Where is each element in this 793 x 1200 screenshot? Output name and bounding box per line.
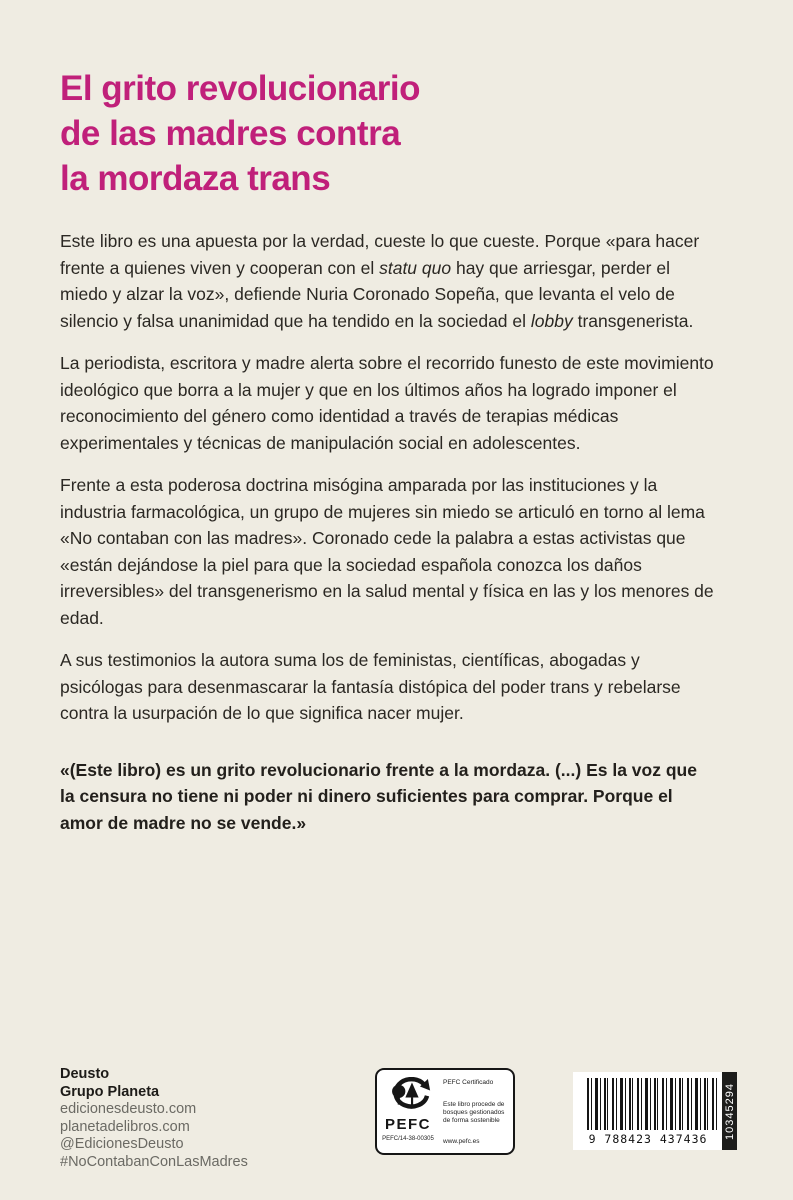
review-quote: «(Este libro) es un grito revolucionario frente a la mordaza. (...) Es la voz que la censura no tiene ni poder ni dinero suficientes para comprar. Porque el amor de madre no se vende.» bbox=[60, 759, 697, 833]
page-title bbox=[60, 66, 740, 201]
publisher-website-1: edicionesdeusto.com bbox=[60, 1101, 197, 1117]
italic-statu-quo: statu quo bbox=[379, 257, 452, 278]
publisher-imprint: Deusto bbox=[60, 1066, 110, 1082]
pefc-trees-icon bbox=[385, 1077, 431, 1116]
isbn-barcode bbox=[573, 1072, 737, 1150]
internal-code: 10345294 bbox=[723, 1082, 736, 1140]
pefc-license-code: PEFC/14-38-00305 bbox=[382, 1136, 434, 1142]
pefc-description: Este libro procede de bosques gestionados de forma sostenible bbox=[443, 1100, 505, 1124]
title-line-1: El grito revolucionario bbox=[60, 69, 420, 108]
publisher-hashtag: #NoContabanConLasMadres bbox=[60, 1153, 248, 1170]
isbn-number: 9 788423 437436 bbox=[588, 1132, 708, 1146]
publisher-social-handle: @EdicionesDeusto bbox=[60, 1136, 184, 1152]
paragraph-1-text: transgenerista. bbox=[572, 310, 694, 331]
synopsis-text bbox=[60, 228, 715, 852]
title-line-2: de las madres contra bbox=[60, 114, 401, 153]
paragraph-1-text: Este libro es una apuesta por la verdad, cueste lo que cueste. Porque «para hacer frente a quienes viven y cooperan con el bbox=[60, 231, 700, 278]
title-line-3: la mordaza trans bbox=[60, 159, 331, 198]
paragraph-3: Frente a esta poderosa doctrina misógina amparada por las instituciones y la industria farmacológica, un grupo de mujeres sin miedo se articuló en torno al lema «No contaban con las madres». Coronado cede la palabra a estas activistas que «están dejándose la piel para que la sociedad española conozca los daños irreversibles» del transgenerismo en la salud mental y física en las y los menores de edad. bbox=[60, 475, 714, 628]
paragraph-4: A sus testimonios la autora suma los de feministas, científicas, abogadas y psicólogas para desenmascarar la fantasía distópica del poder trans y rebelarse contra la usurpación de lo que significa nacer mujer. bbox=[60, 650, 681, 723]
paragraph-2: La periodista, escritora y madre alerta sobre el recorrido funesto de este movimiento ideológico que borra a la mujer y que en los últimos años ha logrado imponer el reconocimiento del género como identidad a través de terapias médicas experimentales y técnicas de manipulación social en adolescentes. bbox=[60, 353, 714, 453]
pefc-logo-column bbox=[377, 1070, 439, 1153]
pefc-certified-label: PEFC Certificado bbox=[443, 1079, 494, 1086]
paragraph-1-text: hay que arriesgar, perder el miedo y alzar la voz», defiende Nuria Coronado Sopeña, que levanta el velo de silencio y falsa unanimidad que ha tendido en la sociedad el bbox=[60, 257, 675, 331]
publisher-website-2: planetadelibros.com bbox=[60, 1118, 190, 1135]
pefc-text-column bbox=[439, 1070, 513, 1153]
italic-lobby: lobby bbox=[530, 310, 573, 331]
pefc-wordmark: PEFC bbox=[384, 1116, 431, 1133]
internal-code-strip bbox=[722, 1072, 737, 1150]
pefc-certification-label bbox=[375, 1068, 515, 1155]
publisher-group: Grupo Planeta bbox=[60, 1083, 160, 1100]
barcode-bars bbox=[587, 1078, 719, 1130]
pefc-url: www.pefc.es bbox=[443, 1138, 480, 1145]
paragraph-1 bbox=[60, 228, 715, 334]
publisher-block bbox=[60, 1066, 340, 1171]
